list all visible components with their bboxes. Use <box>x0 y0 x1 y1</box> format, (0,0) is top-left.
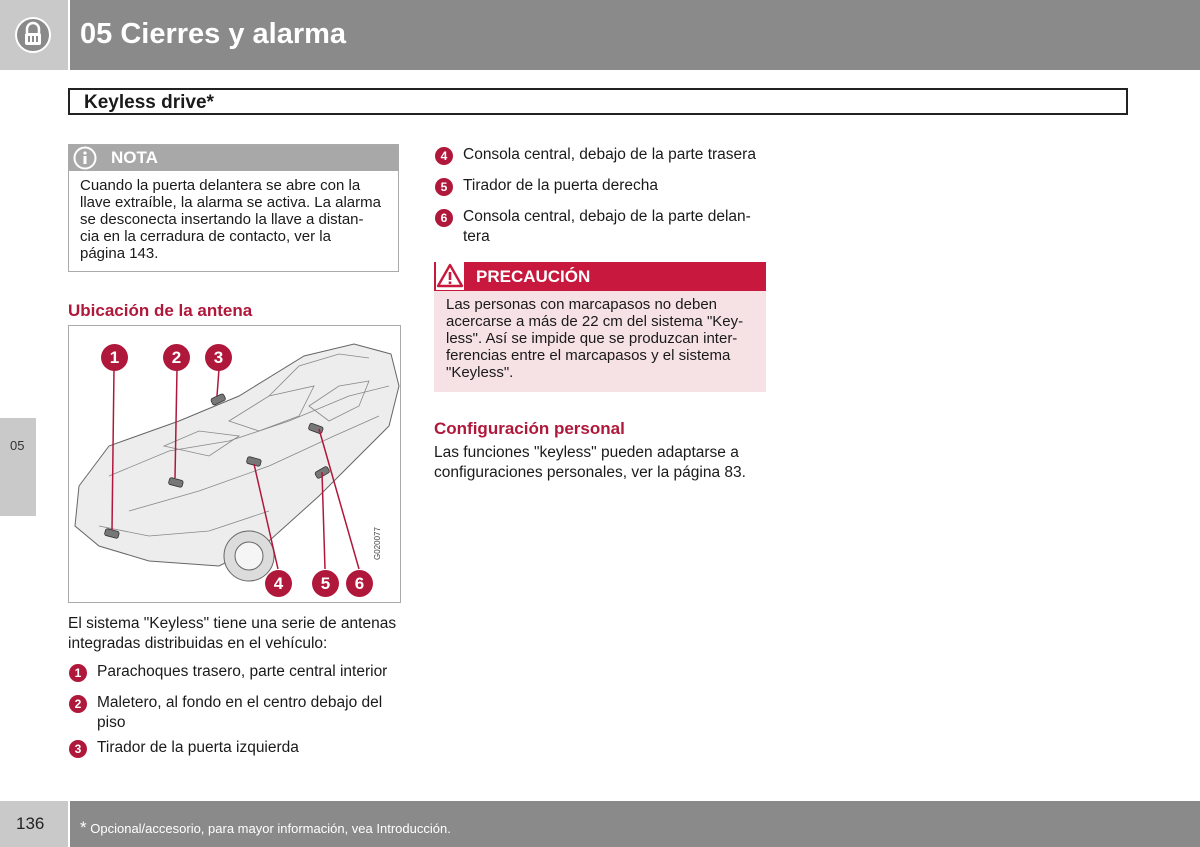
note-box <box>68 144 399 272</box>
note-line: página 143. <box>80 245 159 262</box>
footnote-star: * <box>80 818 87 837</box>
location-text: Consola central, debajo de la parte trasera <box>463 146 756 163</box>
warning-label: PRECAUCIÓN <box>476 267 591 286</box>
config-line: Las funciones "keyless" pueden adaptarse a <box>434 444 739 461</box>
warning-triangle-icon <box>436 262 464 290</box>
location-number-3: 3 <box>69 740 87 758</box>
chapter-side-tab[interactable] <box>0 418 36 516</box>
note-label: NOTA <box>111 148 158 167</box>
location-item-3 <box>97 738 299 758</box>
warning-header <box>434 262 766 291</box>
info-icon <box>73 146 97 170</box>
location-number-4: 4 <box>435 147 453 165</box>
config-heading: Configuración personal <box>434 419 625 438</box>
location-item-4 <box>463 145 756 165</box>
location-number-5: 5 <box>435 178 453 196</box>
location-item-2 <box>97 693 382 733</box>
callout-1: 1 <box>101 344 128 371</box>
footnote <box>80 818 451 838</box>
note-line: cia en la cerradura de contacto, ver la <box>80 228 331 245</box>
note-line: se desconecta insertando la llave a distan- <box>80 211 364 228</box>
location-number-1: 1 <box>69 664 87 682</box>
location-text: Maletero, al fondo en el centro debajo del <box>97 694 383 711</box>
warning-box <box>434 262 766 392</box>
note-line: llave extraíble, la alarma se activa. La alarma <box>80 194 381 211</box>
callout-5: 5 <box>312 570 339 597</box>
warning-line: less". Así se impide que se produzcan inter- <box>446 330 738 347</box>
warning-line: acercarse a más de 22 cm del sistema "Key- <box>446 313 744 330</box>
section-title-box <box>68 88 1128 115</box>
location-item-6 <box>463 207 751 247</box>
intro-paragraph <box>68 614 396 654</box>
warning-text <box>434 291 766 381</box>
location-number-6: 6 <box>435 209 453 227</box>
location-number-2: 2 <box>69 695 87 713</box>
location-item-1 <box>97 662 387 682</box>
location-text: Tirador de la puerta izquierda <box>97 739 299 756</box>
antenna-location-figure <box>68 325 401 603</box>
config-paragraph <box>434 443 746 483</box>
chapter-side-tab-label: 05 <box>10 438 25 453</box>
callout-3: 3 <box>205 344 232 371</box>
location-text: tera <box>463 228 490 245</box>
callout-4: 4 <box>265 570 292 597</box>
intro-line: integradas distribuidas en el vehículo: <box>68 635 328 652</box>
note-header <box>69 145 398 171</box>
warning-line: ferencias entre el marcapasos y el sistema <box>446 347 731 364</box>
location-text: Consola central, debajo de la parte delan- <box>463 208 751 225</box>
note-text <box>69 171 398 262</box>
page-number: 136 <box>16 814 45 833</box>
location-text: Tirador de la puerta derecha <box>463 177 659 194</box>
location-text: Parachoques trasero, parte central interior <box>97 663 388 680</box>
location-item-5 <box>463 176 658 196</box>
callout-6: 6 <box>346 570 373 597</box>
antenna-heading: Ubicación de la antena <box>68 301 253 320</box>
warning-line: "Keyless". <box>446 364 514 381</box>
intro-line: El sistema "Keyless" tiene una serie de antenas <box>68 615 397 632</box>
footnote-text: Opcional/accesorio, para mayor información, vea Introducción. <box>90 821 451 836</box>
figure-code: G020077 <box>373 527 382 560</box>
chapter-icon-box <box>0 0 68 70</box>
callout-2: 2 <box>163 344 190 371</box>
chapter-title: 05 Cierres y alarma <box>80 18 347 50</box>
config-line: configuraciones personales, ver la página 83. <box>434 464 746 481</box>
location-text: piso <box>97 714 126 731</box>
section-title: Keyless drive* <box>84 92 214 113</box>
note-line: Cuando la puerta delantera se abre con la <box>80 177 361 194</box>
lock-icon <box>14 16 52 54</box>
warning-line: Las personas con marcapasos no deben <box>446 296 718 313</box>
